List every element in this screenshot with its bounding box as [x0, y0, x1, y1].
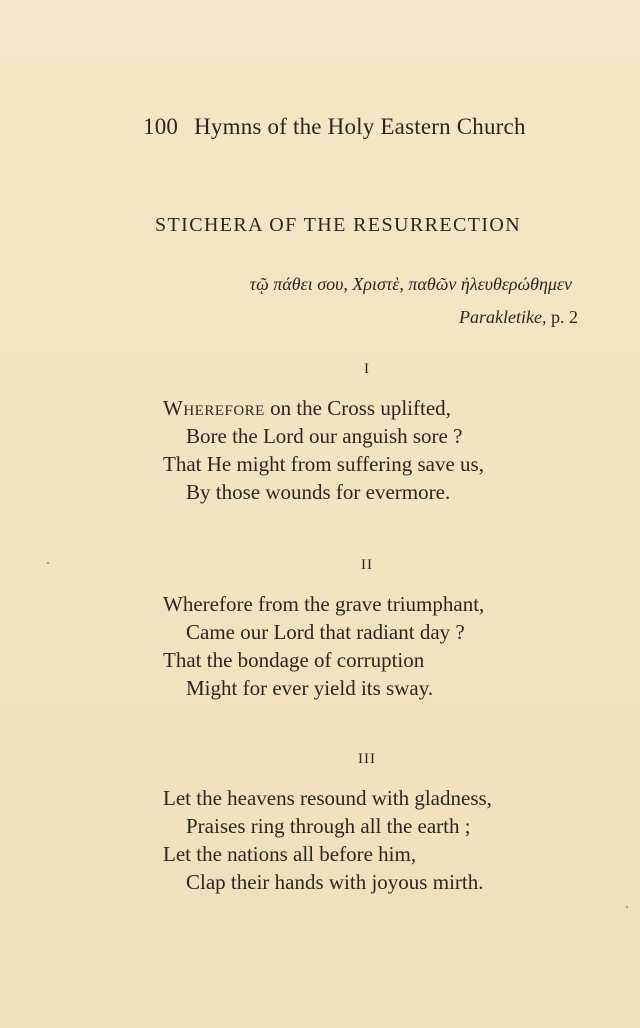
verse-line: Let the heavens resound with gladness,	[163, 786, 492, 810]
stanza-numeral-1: I	[364, 361, 370, 377]
verse-line: Praises ring through all the earth ;	[186, 814, 471, 838]
verse-line: Might for ever yield its sway.	[186, 676, 434, 700]
page-number: 100	[143, 114, 179, 139]
verse-line: Let the nations all before him,	[163, 842, 417, 866]
book-title: Hymns of the Holy Eastern Church	[194, 114, 526, 139]
source-page: p. 2	[551, 307, 578, 327]
verse-line	[163, 396, 451, 421]
running-head	[143, 114, 526, 140]
section-title: STICHERA OF THE RESURRECTION	[155, 214, 522, 236]
verse-line: Came our Lord that radiant day ?	[186, 620, 465, 644]
paper-speck	[47, 562, 49, 564]
verse-line: By those wounds for evermore.	[186, 480, 451, 504]
verse-line-rest: on the Cross uplifted,	[264, 396, 451, 420]
stanza-numeral-3: III	[358, 751, 376, 767]
verse-line: Bore the Lord our anguish sore ?	[186, 424, 463, 448]
verse-line: That He might from suffering save us,	[163, 452, 484, 476]
verse-line: Wherefore from the grave triumphant,	[163, 592, 485, 616]
source-name: Parakletike,	[459, 307, 547, 327]
verse-line: That the bondage of corruption	[163, 648, 425, 672]
drop-word: Wherefore	[163, 396, 265, 420]
source-reference	[459, 307, 578, 328]
greek-incipit: τῷ πάθει σου, Χριστὲ, παθῶν ἠλευθερώθημεν	[249, 274, 572, 294]
stanza-numeral-2: II	[361, 557, 373, 573]
verse-line: Clap their hands with joyous mirth.	[186, 870, 484, 894]
paper-speck	[626, 906, 628, 908]
